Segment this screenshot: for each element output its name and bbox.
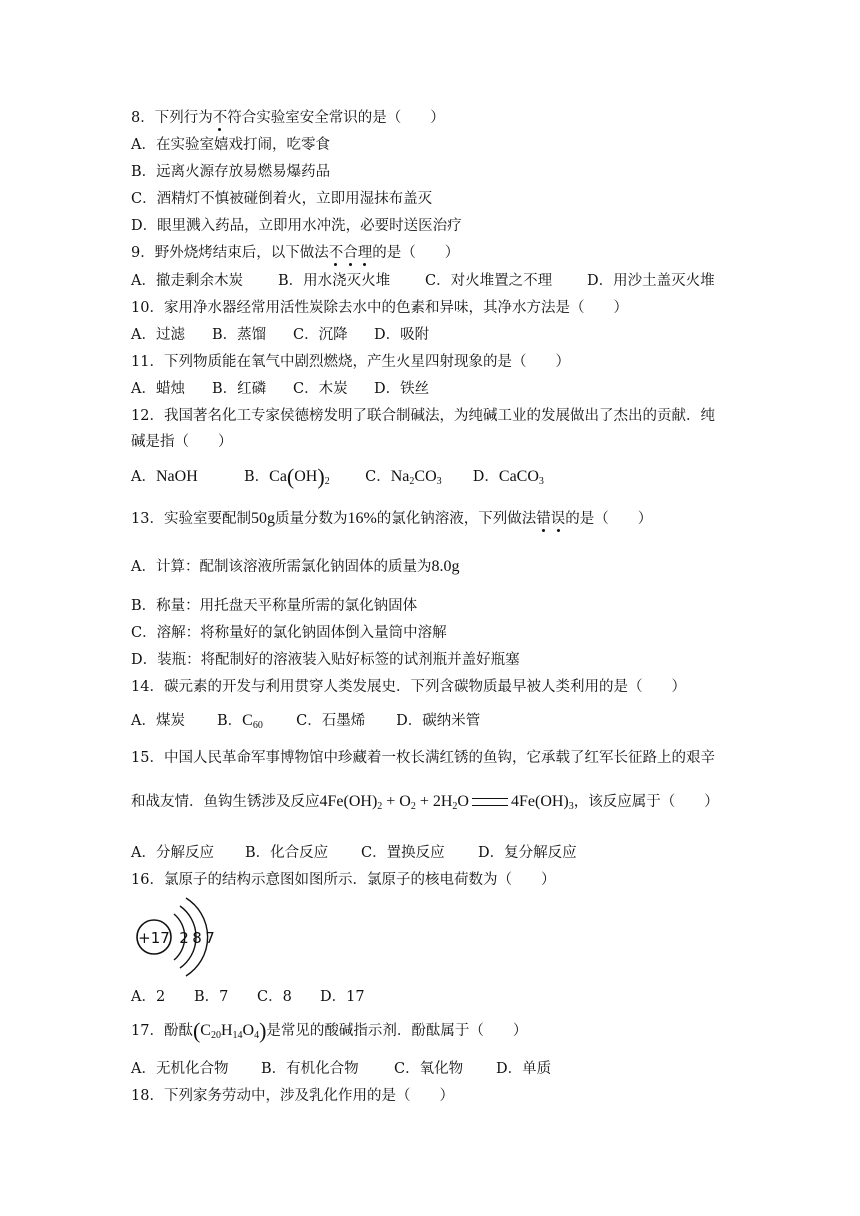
- option: C．置换反应: [361, 845, 445, 861]
- question-13-option-b: B．称量：用托盘天平称量所需的氯化钠固体: [131, 598, 418, 614]
- question-17-options: [131, 1059, 551, 1079]
- question-8-option-b: B．远离火源存放易燃易爆药品: [131, 164, 331, 180]
- formula-c60: $C_{60}$: [242, 712, 263, 731]
- question-18-stem: 18．下列家务劳动中，涉及乳化作用的是（ ）: [131, 1088, 454, 1104]
- question-13-stem: 13．实验室要配制50g质量分数为16%的氯化钠溶液，下列做法错误的是（ ）: [131, 510, 653, 527]
- shell-electrons-3: 7: [205, 929, 215, 947]
- formula-caco3: CaCO$_3$: [498, 468, 544, 487]
- question-13-option-d: D．装瓶：将配制好的溶液装入贴好标签的试剂瓶并盖好瓶塞: [131, 652, 520, 668]
- option: A．分解反应: [131, 845, 214, 861]
- option: B．用水浇灭火堆: [278, 273, 391, 289]
- question-9-stem: 9．野外烧烤结束后，以下做法不合理的是（ ）: [131, 245, 460, 261]
- option: A．无机化合物: [131, 1061, 229, 1077]
- emphasis-dot: 合: [343, 245, 358, 261]
- question-15-options: [131, 843, 577, 863]
- option: A．过滤: [131, 327, 185, 343]
- option: A．撤走剩余木炭: [131, 273, 243, 289]
- option: D．用沙土盖灭火堆: [587, 273, 715, 289]
- question-11-options: [131, 379, 429, 399]
- option: D．吸附: [374, 327, 430, 343]
- question-16-stem: 16．氯原子的结构示意图如图所示．氯原子的核电荷数为（ ）: [131, 872, 556, 888]
- question-17-stem: 17．酚酞$(C_{20}H_{14}O_4)$是常见的酸碱指示剂．酚酞属于（ ）: [131, 1018, 528, 1043]
- option: C．石墨烯: [296, 713, 366, 729]
- question-16-options: [131, 987, 365, 1007]
- option: B．有机化合物: [261, 1061, 359, 1077]
- formula-na2co3: $Na_2CO_3$: [390, 468, 442, 487]
- emphasis-dot: 理: [357, 245, 373, 261]
- option: A．蜡烛: [131, 381, 185, 397]
- question-12-stem-line2: 碱是指（ ）: [131, 434, 233, 450]
- option: D．复分解反应: [478, 845, 577, 861]
- chlorine-atom-diagram: [134, 896, 226, 978]
- option: A．煤炭: [131, 713, 185, 729]
- question-14-stem: 14．碳元素的开发与利用贯穿人类发展史．下列含碳物质最早被人类利用的是（ ）: [131, 679, 686, 695]
- formula-phenolphthalein: $(C_{20}H_{14}O_4)$: [192, 1018, 267, 1043]
- option: D．17: [320, 989, 365, 1005]
- formula-caoh2: $Ca(OH)_2$: [269, 464, 330, 489]
- option: C．沉降: [293, 327, 348, 343]
- option: C．木炭: [293, 381, 348, 397]
- question-12-stem: 12．我国著名化工专家侯德榜发明了联合制碱法，为纯碱工业的发展做出了杰出的贡献．纯: [131, 408, 715, 424]
- emphasis-dot: 不: [328, 245, 344, 261]
- question-10-options: [131, 325, 429, 345]
- emphasis-dot: 错: [536, 511, 551, 527]
- question-8-option-c: C．酒精灯不慎被碰倒着火，立即用湿抹布盖灭: [131, 191, 433, 207]
- option: C．氧化物: [394, 1061, 464, 1077]
- question-12-options: A．NaOH B．$Ca(OH)_2$ C．$Na_2CO_3$ D．CaCO$_3$: [131, 467, 544, 492]
- question-8-stem: 8．下列行为不符合实验室安全常识的是（ ）: [131, 110, 445, 126]
- question-14-options: A．煤炭 B．$C_{60}$ C．石墨烯 D．碳纳米管: [131, 711, 480, 736]
- option: C．8: [257, 989, 292, 1005]
- option: D．铁丝: [374, 381, 430, 397]
- option: D．碳纳米管: [396, 713, 481, 729]
- reaction-equation: $4Fe(OH)_2 + O_2 + 2H_2O$ $4Fe(OH)_3$: [319, 793, 574, 812]
- shell-electrons-2: 8: [192, 929, 202, 947]
- question-8-option-d: D．眼里溅入药品，立即用水冲洗，必要时送医治疗: [131, 218, 462, 234]
- option: A．2: [131, 989, 166, 1005]
- emphasis-dot: 误: [550, 511, 566, 527]
- nucleus-label: +17: [138, 929, 170, 947]
- emphasis-dot: 不: [212, 110, 228, 126]
- question-8-option-a: A．在实验室嬉戏打闹，吃零食: [131, 137, 330, 153]
- option: B．7: [194, 989, 229, 1005]
- question-15-stem: 15．中国人民革命军事博物馆中珍藏着一枚长满红锈的鱼钩，它承载了红军长征路上的艰辛: [131, 750, 715, 766]
- option: B．红磷: [212, 381, 267, 397]
- question-10-stem: 10．家用净水器经常用活性炭除去水中的色素和异味，其净水方法是（ ）: [131, 300, 628, 316]
- question-15-stem-line2: 和战友情．鱼钩生锈涉及反应$4Fe(OH)_2 + O_2 + 2H_2O$ $4Fe(OH)_3$，该反应属于（ ）: [131, 793, 719, 812]
- option: D．单质: [496, 1061, 552, 1077]
- formula-naoh: NaOH: [155, 468, 198, 485]
- option: B．化合反应: [245, 845, 329, 861]
- option: B．蒸馏: [212, 327, 267, 343]
- question-13-option-c: C．溶解：将称量好的氯化钠固体倒入量筒中溶解: [131, 625, 447, 641]
- question-11-stem: 11．下列物质能在氧气中剧烈燃烧，产生火星四射现象的是（ ）: [131, 354, 570, 370]
- shell-electrons-1: 2: [179, 929, 189, 947]
- equals-sign: [472, 798, 508, 806]
- option: C．对火堆置之不理: [425, 273, 553, 289]
- question-9-options: [131, 271, 715, 291]
- question-13-option-a: A．计算：配制该溶液所需氯化钠固体的质量为8.0g: [131, 558, 460, 575]
